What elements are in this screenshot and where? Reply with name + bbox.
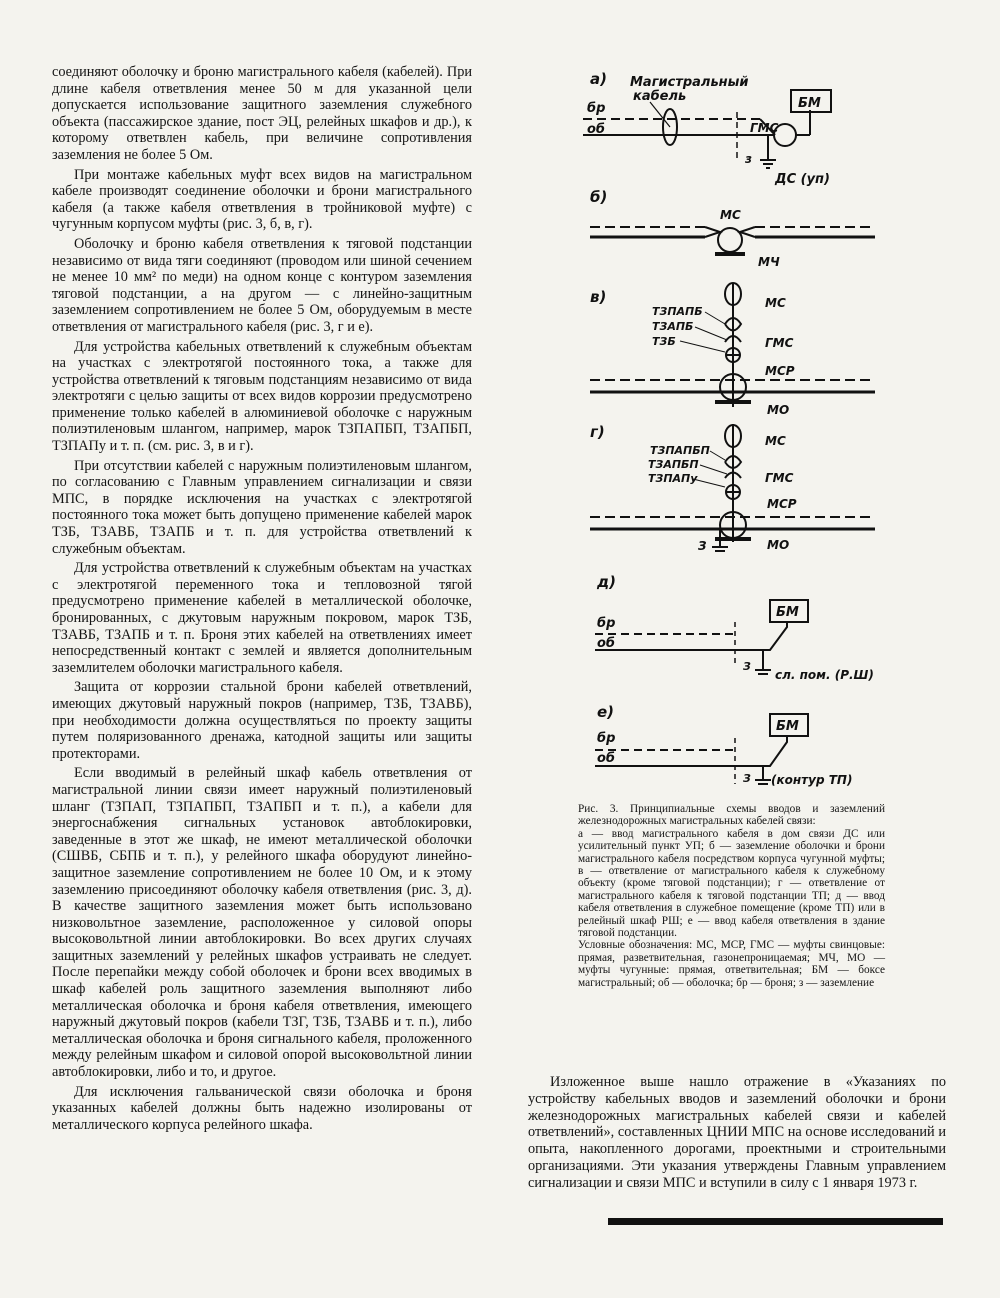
mch-label: МЧ [758,255,780,269]
left-text-column [52,64,472,1133]
label-b: б) [590,188,608,206]
tp-contour-label: (контур ТП) [771,773,853,787]
msr-label-v: МСР [765,364,795,378]
caption-symbols: Условные обозначения: МС, МСР, ГМС — муфты свинцовые: прямая, разветвительная, газонепроницаемая; МЧ, МО — муфты чугунные: прямая, ответвительная; БМ — боксе магистральный; об — оболочка; бр — броня; з — заземление [578,939,885,989]
paragraph-4: Для устройства кабельных ответвлений к служебным объектам на участках с электротягой постоянного тока, а также для устройства ответвлений к тяговым подстанциям независимо от вида электротяги с целью защиты от всех видов коррозии предусмотрено применение только кабелей в алюминиевой оболочке с наружным полиэтиленовым шлангом, например, марок ТЗПАПБП, ТЗАПБП, ТЗПАПу и т. п. (см. рис. 3, в и г). [52,338,472,455]
cable-g-3: ТЗПАПу [648,472,698,485]
ms-label-g: МС [765,434,786,448]
label-g: г) [590,423,605,441]
trunk-label: Магистральный [630,75,749,90]
sl-pom-label: сл. пом. (Р.Ш) [775,668,874,682]
paragraph-2: При монтаже кабельных муфт всех видов на магистральном кабеле производят соединение оболочки и брони магистрального кабеля (а также кабеля ответвления в тройниковой муфте) с чугунным корпусом муфты (рис. 3, б, в, г). [52,166,472,233]
cable-v-3: ТЗБ [652,335,676,348]
br-label: бр [587,101,606,116]
paragraph-9: Для исключения гальванической связи оболочка и броня указанных кабелей должны быть надежно изолированы от металлического корпуса релейного шкафа. [52,1083,472,1133]
ob-label-e: об [597,751,616,766]
gms-label-a: ГМС [750,121,779,135]
ms-label-v: МС [765,296,786,310]
cable-g-1: ТЗПАПБП [650,444,710,457]
trunk-label-2: кабель [633,89,687,104]
ob-label-d: об [597,636,616,651]
z-label-a: з [745,152,752,166]
right-text-column [528,1074,946,1192]
bm-label-d: БМ [776,605,799,620]
diagram-v [590,283,875,417]
label-d: д) [597,573,616,591]
ms-label-b: МС [720,208,741,222]
cable-v-1: ТЗПАПБ [652,305,703,318]
label-e: е) [597,703,615,721]
caption-title: Рис. 3. Принципиальные схемы вводов и заземлений железнодорожных магистральных кабелей связи: [578,803,885,828]
paragraph-7: Защита от коррозии стальной брони кабелей ответвлений, имеющих джутовый наружный покров (например, ТЗБ, ТЗАВБ), при необходимости должна осуществляться по проекту защиты путем поляризованного дренажа, катодной защиты или защиты протекторами. [52,679,472,762]
paragraph-6: Для устройства ответвлений к служебным объектам на участках с электротягой переменного тока и тепловозной тягой предусмотрено применение кабелей в металлической оболочке, бронированных, с джутовым наружным покровом, марок ТЗБ, ТЗАВБ, ТЗАПБ и т. п. Броня этих кабелей на ответвлениях имеет непосредственный контакт с землей и является дополнительным заземлителем оболочки магистрального кабеля. [52,560,472,676]
diagram-d [595,573,874,682]
paragraph-5: При отсутствии кабелей с наружным полиэтиленовым шлангом, по согласованию с Главным управлением сигнализации и связи МПС, в порядке исключения на участках с электротягой постоянного тока может быть допущено применение кабелей марок ТЗБ, ТЗАВБ, ТЗАПБ и т. п. для устройства ответвлений к служебным объектам. [52,457,472,557]
label-v: в) [590,288,607,306]
gms-label-v: ГМС [765,336,794,350]
bm-label-e: БМ [776,719,799,734]
cable-v-2: ТЗАПБ [652,320,694,333]
z-label-e: З [743,772,751,785]
mo-label-v: МО [767,403,790,417]
figure-3-diagram [575,62,905,802]
mo-label-g: МО [767,538,790,552]
paragraph-3: Оболочку и броню кабеля ответвления к тяговой подстанции независимо от вида тяги соединяют (проводом или шиной сечением не менее 10 мм² по меди) на одном конце с контуром заземления тяговой подстанции, а на другом — с линейно-защитным заземлением сопротивлением не более 5 Ом, оборудуемым в месте ответвления от магистрального кабеля (рис. 3, г и е). [52,235,472,335]
bm-label-a: БМ [798,96,821,111]
diagram-e [595,703,852,787]
ds-label: ДС (уп) [775,172,830,187]
paragraph-8: Если вводимый в релейный шкаф кабель ответвления от магистральной линии связи имеет наружный полиэтиленовый шланг (ТЗПАП, ТЗПАПБП, ТЗАПБП и т. п.), а кабели для энергоснабжения сигнальных установок автоблокировки, заведенные в этот же шкаф, не имеют металлической оболочки (СШВБ, СБПБ и т. п.), у релейного шкафа оборудуют линейно-защитное заземление сопротивлением не более 10 Ом, и к этому заземлению присоединяют оболочку кабеля ответвления (рис. 3, д). В качестве защитного заземления может быть использовано низковольтное заземление, расположенное у силовой опоры высоковольтной линии автоблокировки. Во всех других случаях защитных заземлений у релейных шкафов устраивать не следует. После перепайки между собой оболочек и брони всех вводимых в шкаф кабелей роль защитного заземления выполняют либо металлическая оболочка и броня кабеля ответвления, имеющего наружный джутовый покров (кабели ТЗГ, ТЗБ, ТЗАВБ и т. п.), либо металлическая оболочка и броня сигнального кабеля, проложенного между релейным шкафом и силовой опорой высоковольтной линии автоблокировки, либо и то, и другое. [52,765,472,1081]
diagram-b [590,188,875,269]
caption-legend: а — ввод магистрального кабеля в дом связи ДС или усилительный пункт УП; б — заземление оболочки и брони магистрального кабеля посредством корпуса чугунной муфты; в — ответвление от магистрального кабеля к служебному объекту (кроме тяговой подстанции); г — ответвление от магистрального кабеля к тяговой подстанции ТП; д — ввод кабеля ответвления в служебное помещение (кроме ТП) или в релейный шкаф РШ; е — ввод кабеля ответвления в здание тяговой подстанции. [578,827,885,940]
diagram-a [583,70,831,187]
diagram-g [590,423,875,553]
z-label-g: З [698,539,707,553]
closing-paragraph: Изложенное выше нашло отражение в «Указаниях по устройству кабельных вводов и заземлений оболочки и брони железнодорожных магистральных кабелей связи и кабелей ответвлений», составленных ЦНИИ МПС на основе исследований и опыта, накопленного дорогами, проектными и строительными организациями. Эти указания утверждены Главным управлением сигнализации и связи МПС и вступили в силу с 1 января 1973 г. [528,1074,946,1191]
paragraph-1: соединяют оболочку и броню магистрального кабеля (кабелей). При длине кабеля ответвления менее 50 м для указанной цели допускается использование защитного заземления служебного объекта (пассажирское здание, пост ЭЦ, релейных шкафов и др.), к которому ответвлен кабель, при величине сопротивления заземления не более 5 Ом. [52,64,472,163]
figure-caption [578,803,885,989]
br-label-e: бр [597,731,616,746]
z-label-d: З [743,660,751,673]
cable-g-2: ТЗАПБП [648,458,699,471]
br-label-d: бр [597,616,616,631]
label-a: а) [590,70,607,88]
msr-label-g: МСР [767,497,797,511]
gms-label-g: ГМС [765,471,794,485]
ob-label: об [587,122,606,137]
end-rule [608,1218,943,1225]
